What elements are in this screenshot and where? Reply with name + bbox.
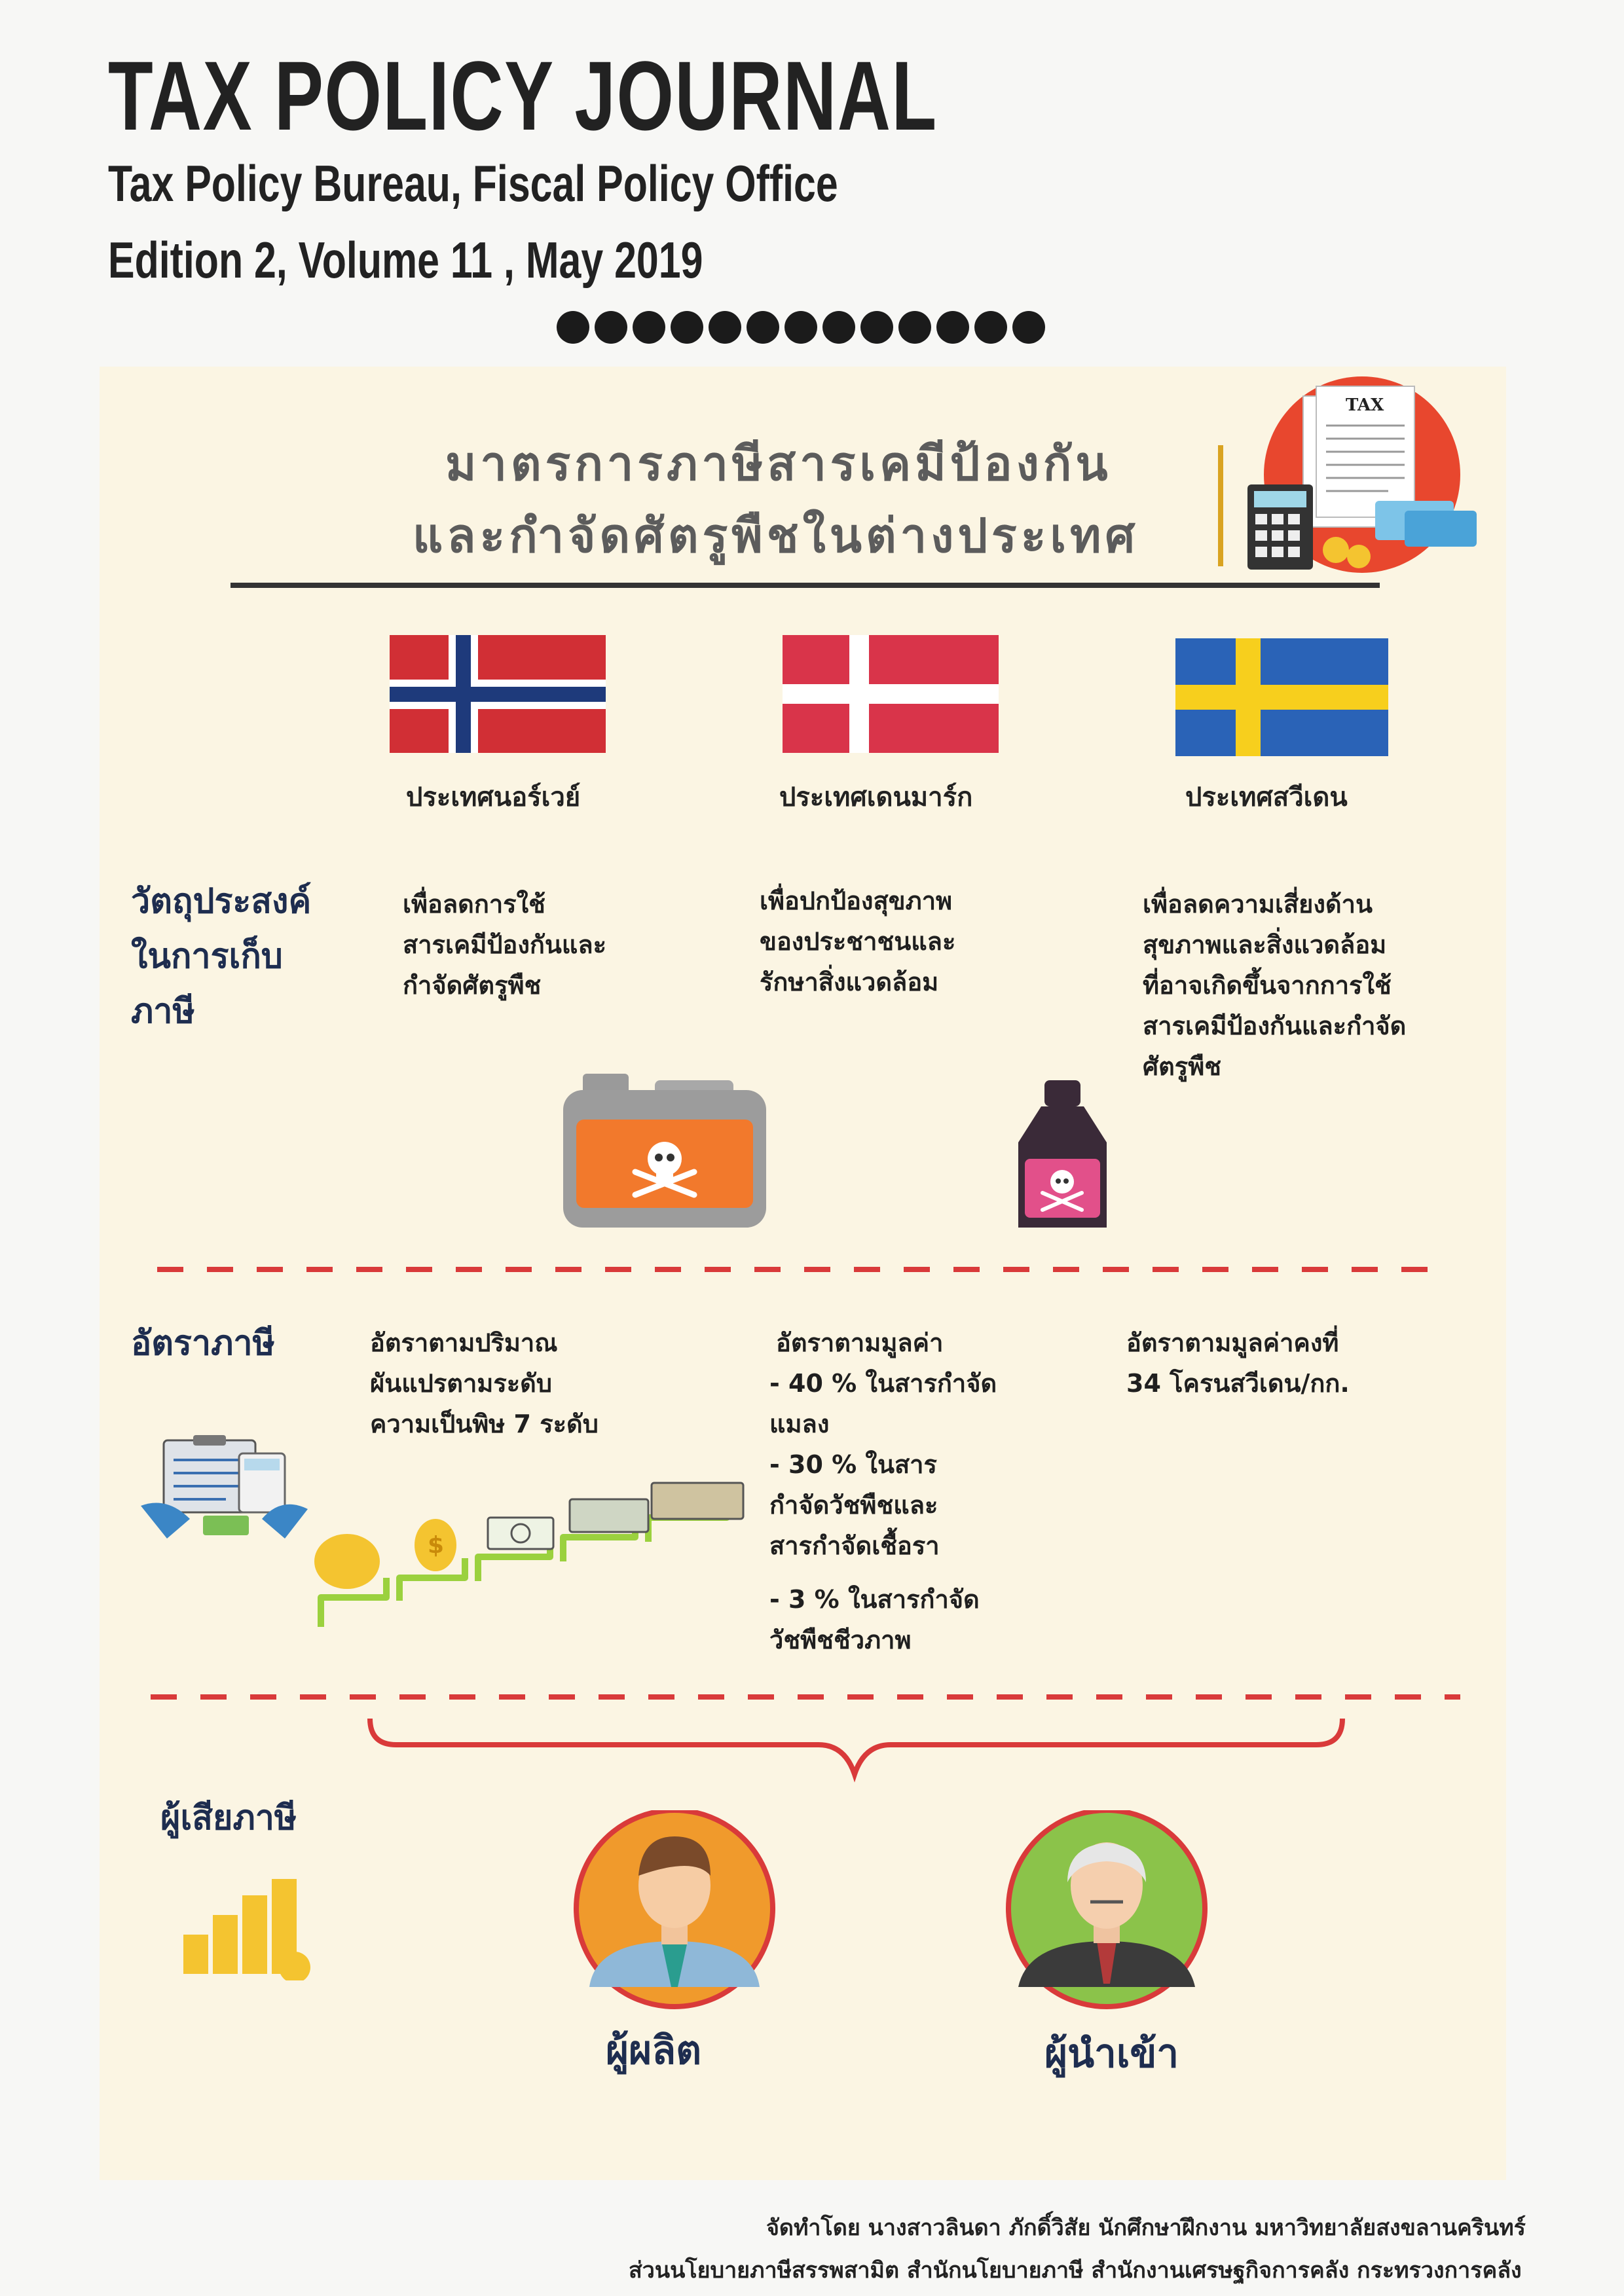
producer-avatar — [537, 1810, 812, 2020]
section-divider-1 — [157, 1267, 1447, 1272]
tax-rate-sweden: อัตราตามมูลค่าคงที่ 34 โครนสวีเดน/กก. — [1126, 1328, 1350, 1398]
bar-chart-icon — [177, 1869, 321, 1980]
country-sweden: ประเทศสวีเดน — [1185, 782, 1348, 812]
accounting-clipboard-icon — [141, 1434, 311, 1545]
country-denmark: ประเทศเดนมาร์ก — [779, 782, 973, 812]
objective-sweden: เพื่อลดความเสี่ยงด้าน สุขภาพและสิ่งแวดล้อม ที่อาจเกิดขึ้นจากการใช้ สารเคมีป้องกันและกำจัด ศัตรูพืช — [1143, 890, 1407, 1081]
decorative-dots — [557, 311, 1044, 357]
section-divider-2 — [151, 1694, 1460, 1700]
tax-rate-denmark: อัตราตามมูลค่า - 40 % ในสารกำจัด แมลง - 30 % ในสาร กำจัดวัชพืชและ สารกำจัดเชื้อรา - 3 % ในสารกำจัด วัชพืชชีวภาพ — [769, 1328, 997, 1654]
infographic-title-line1: มาตรการภาษีสารเคมีป้องกัน — [445, 436, 1112, 491]
journal-title: TAX POLICY JOURNAL — [108, 41, 938, 151]
tax-calculator-icon — [1218, 376, 1493, 579]
objective-label: วัตถุประสงค์ ในการเก็บ ภาษี — [131, 882, 312, 1031]
money-stairs-icon — [308, 1480, 773, 1630]
title-divider — [231, 583, 1380, 588]
tax-icon-text: TAX — [1346, 395, 1384, 415]
journal-bureau: Tax Policy Bureau, Fiscal Policy Office — [108, 155, 838, 212]
importer-avatar — [969, 1810, 1244, 2020]
sweden-flag-icon — [1175, 638, 1388, 756]
producer-label: ผู้ผลิต — [606, 2028, 702, 2073]
infographic-title-line2: และกำจัดศัตรูพืชในต่างประเทศ — [413, 508, 1139, 563]
taxpayer-label: ผู้เสียภาษี — [160, 1798, 297, 1838]
objective-denmark: เพื่อปกป้องสุขภาพ ของประชาชนและ รักษาสิ่งแวดล้อม — [760, 886, 956, 996]
poison-jerrycan-icon — [563, 1074, 773, 1231]
svg-text:$: $ — [428, 1532, 445, 1559]
footer-credit: จัดทำโดย นางสาวลินดา ภักดิ์วิสัย นักศึกษาฝึกงาน มหาวิทยาลัยสงขลานครินทร์ — [766, 2215, 1526, 2241]
importer-label: ผู้นำเข้า — [1044, 2031, 1179, 2077]
denmark-flag-icon — [783, 635, 999, 753]
country-norway: ประเทศนอร์เวย์ — [406, 782, 581, 812]
journal-edition: Edition 2, Volume 11 , May 2019 — [108, 231, 703, 289]
tax-rate-label: อัตราภาษี — [131, 1324, 275, 1363]
poison-bottle-icon — [1015, 1080, 1110, 1231]
objective-norway: เพื่อลดการใช้ สารเคมีป้องกันและ กำจัดศัตรูพืช — [403, 890, 607, 1000]
tax-rate-norway: อัตราตามปริมาณ ผันแปรตามระดับ ความเป็นพิษ 7 ระดับ — [370, 1328, 599, 1438]
footer-office: ส่วนนโยบายภาษีสรรพสามิต สำนักนโยบายภาษี สำนักงานเศรษฐกิจการคลัง กระทรวงการคลัง — [629, 2257, 1522, 2284]
norway-flag-icon — [390, 635, 606, 753]
